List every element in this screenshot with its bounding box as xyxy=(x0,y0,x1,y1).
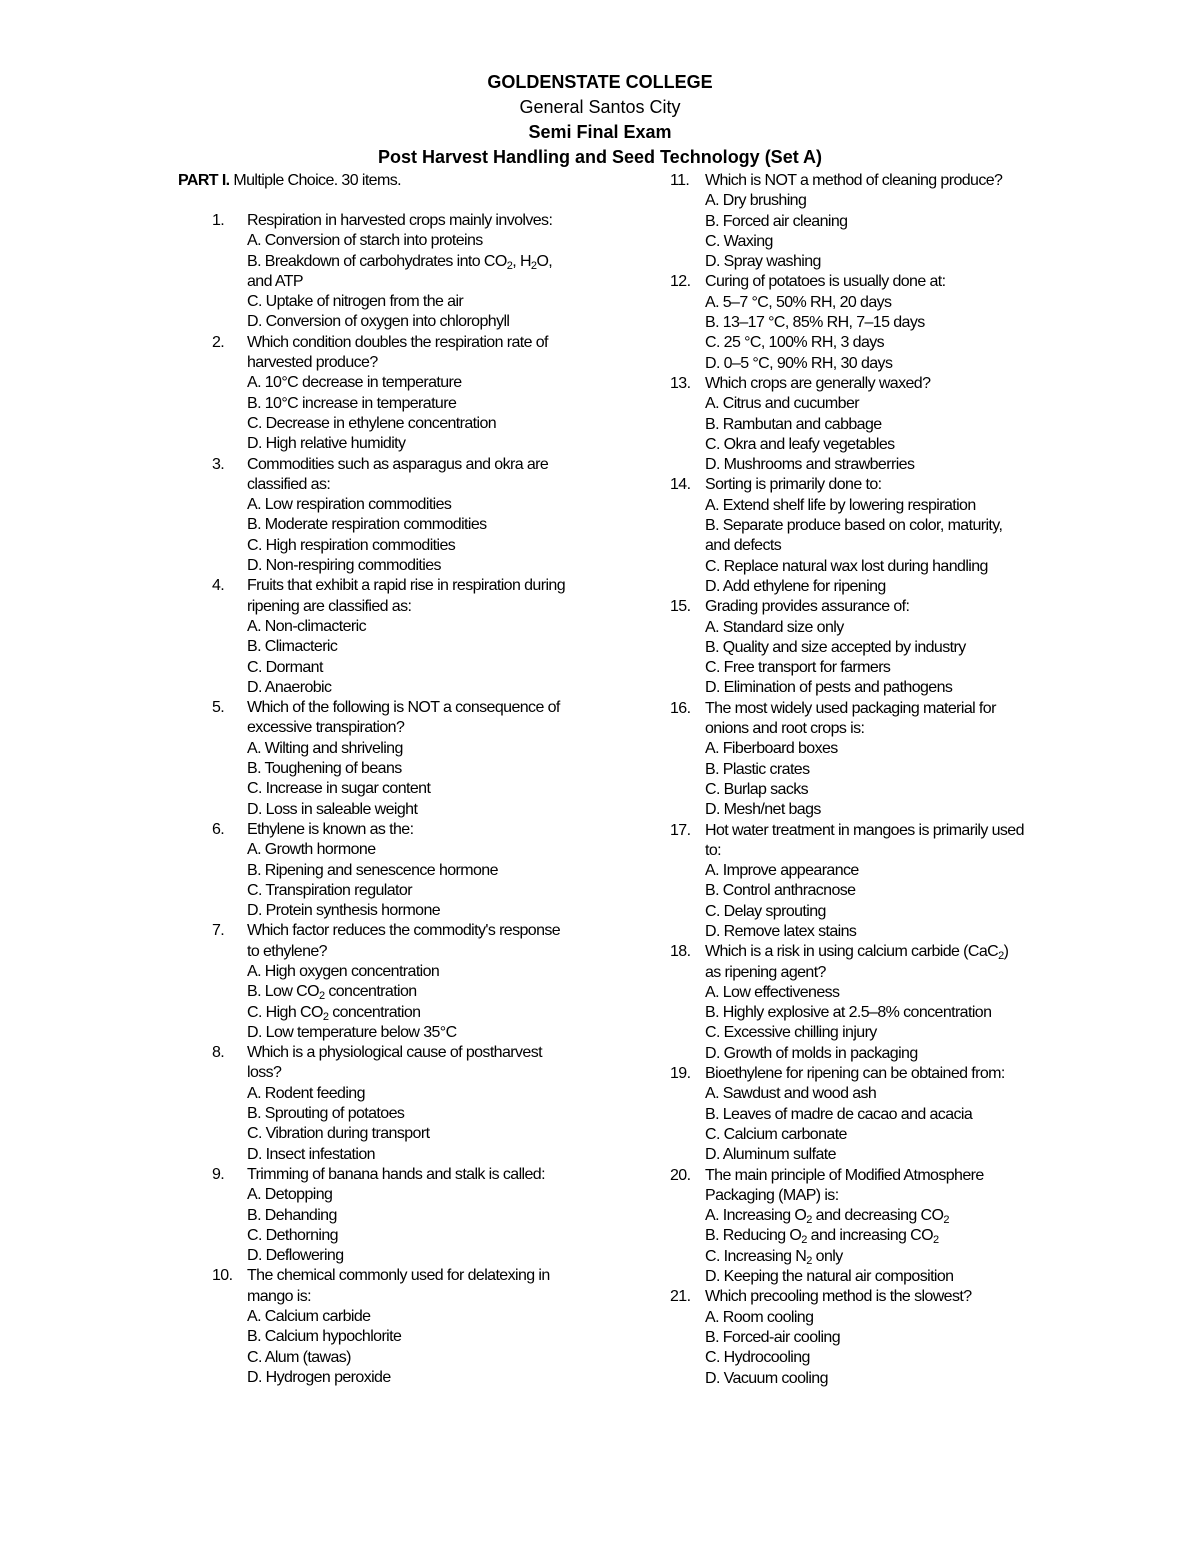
answer-option: D. Loss in saleable weight xyxy=(247,800,418,818)
question-text: Trimming of banana hands and stalk is called: xyxy=(247,1165,545,1183)
question-text: Grading provides assurance of: xyxy=(705,598,910,616)
answer-option: A. 5–7 °C, 50% RH, 20 days xyxy=(705,293,892,311)
question-text: Curing of potatoes is usually done at: xyxy=(705,273,946,291)
question-text: to: xyxy=(705,841,721,859)
question-text: The main principle of Modified Atmosphere xyxy=(705,1166,984,1184)
answer-option: A. Low effectiveness xyxy=(705,983,840,1001)
answer-option: B. Moderate respiration commodities xyxy=(247,516,487,534)
answer-option: B. Rambutan and cabbage xyxy=(705,415,882,433)
question-text: loss? xyxy=(247,1064,282,1082)
question-column-left xyxy=(212,211,565,1388)
question-item xyxy=(670,171,1030,272)
exam-title: Semi Final Exam xyxy=(528,122,672,142)
answer-option: C. Vibration during transport xyxy=(247,1125,430,1143)
question-item xyxy=(212,576,565,698)
answer-option: B. Toughening of beans xyxy=(247,760,402,778)
answer-option: C. Increasing $N_2$ only xyxy=(705,1247,843,1267)
answer-option: C. Burlap sacks xyxy=(705,780,809,798)
answer-option: A. Growth hormone xyxy=(247,841,376,859)
part-instructions: Multiple Choice. 30 items. xyxy=(229,172,401,189)
question-item xyxy=(670,1064,1030,1165)
answer-option: C. High respiration commodities xyxy=(247,536,456,554)
question-text: Which factor reduces the commodity's response xyxy=(247,922,561,940)
answer-option: B. Forced-air cooling xyxy=(705,1328,841,1346)
answer-option: A. Citrus and cucumber xyxy=(705,395,859,413)
question-number: 12. xyxy=(670,273,691,291)
answer-option: C. Delay sprouting xyxy=(705,902,826,920)
answer-option: B. Breakdown of carbohydrates into $CO_2$, $H_2O$, xyxy=(247,252,553,272)
answer-option: C. Dethorning xyxy=(247,1226,338,1244)
question-text: The most widely used packaging material for xyxy=(705,699,996,717)
answer-option: D. Non-respiring commodities xyxy=(247,557,441,575)
question-column-right xyxy=(670,171,1030,1389)
question-text: mango is: xyxy=(247,1287,311,1305)
answer-option: D. Hydrogen peroxide xyxy=(247,1368,391,1386)
answer-option: B. Dehanding xyxy=(247,1206,337,1224)
question-number: 5. xyxy=(212,699,225,717)
answer-option: D. Keeping the natural air composition xyxy=(705,1268,954,1286)
answer-option: D. Low temperature below 35°C xyxy=(247,1023,457,1041)
question-item xyxy=(670,699,1030,821)
answer-option: B. Calcium hypochlorite xyxy=(247,1328,402,1346)
question-item xyxy=(670,597,1030,698)
question-text: ripening are classified as: xyxy=(247,597,412,615)
answer-option: C. Increase in sugar content xyxy=(247,780,431,798)
exam-header xyxy=(0,70,1200,170)
answer-option: A. Calcium carbide xyxy=(247,1308,371,1326)
answer-option: A. Non-climacteric xyxy=(247,617,367,635)
answer-option: C. Waxing xyxy=(705,232,773,250)
question-number: 13. xyxy=(670,374,691,392)
answer-option: A. Dry brushing xyxy=(705,192,807,210)
question-number: 10. xyxy=(212,1267,233,1285)
question-number: 2. xyxy=(212,333,225,351)
answer-option: A. Conversion of starch into proteins xyxy=(247,232,483,250)
answer-option: B. Ripening and senescence hormone xyxy=(247,861,498,879)
question-item xyxy=(212,211,557,333)
question-text: onions and root crops is: xyxy=(705,720,865,738)
question-text: and defects xyxy=(705,537,782,555)
answer-option: A. Increasing $O_2$ and decreasing $CO_2$ xyxy=(705,1207,949,1227)
question-text: and ATP xyxy=(247,272,303,290)
answer-option: C. Free transport for farmers xyxy=(705,659,891,677)
question-item xyxy=(212,698,560,820)
question-item xyxy=(212,921,561,1043)
question-text: Fruits that exhibit a rapid rise in respiration during xyxy=(247,577,565,595)
question-text: Which is a physiological cause of postharvest xyxy=(247,1044,542,1062)
question-item xyxy=(670,821,1030,943)
question-number: 11. xyxy=(670,172,690,189)
answer-option: A. Standard size only xyxy=(705,618,844,636)
question-text: Packaging (MAP) is: xyxy=(705,1186,839,1204)
answer-option: B. Leaves of madre de cacao and acacia xyxy=(705,1105,973,1123)
question-item xyxy=(212,455,557,577)
answer-option: D. Deflowering xyxy=(247,1247,344,1265)
question-number: 16. xyxy=(670,699,691,717)
answer-option: A. Room cooling xyxy=(705,1308,814,1326)
answer-option: B. Reducing $O_2$ and increasing $CO_2$ xyxy=(705,1227,939,1247)
answer-option: D. Spray washing xyxy=(705,253,821,271)
course-title: Post Harvest Handling and Seed Technology (Set A) xyxy=(377,147,823,167)
answer-option: C. High $CO_2$ concentration xyxy=(247,1003,421,1023)
answer-option: D. 0–5 °C, 90% RH, 30 days xyxy=(705,354,893,372)
answer-option: A. Wilting and shriveling xyxy=(247,739,403,757)
question-number: 1. xyxy=(212,212,225,229)
question-item xyxy=(212,333,557,455)
answer-option: D. Anaerobic xyxy=(247,678,332,696)
answer-option: B. Sprouting of potatoes xyxy=(247,1105,405,1123)
part-label: PART I. xyxy=(178,172,230,189)
answer-option: B. 10°C increase in temperature xyxy=(247,394,457,412)
question-item xyxy=(670,1287,1030,1388)
answer-option: C. 25 °C, 100% RH, 3 days xyxy=(705,334,885,352)
question-item xyxy=(670,475,1030,597)
question-text: Which of the following is NOT a consequence of xyxy=(247,699,560,717)
answer-option: B. Separate produce based on color, maturity, xyxy=(705,517,1003,535)
question-text: Respiration in harvested crops mainly involves: xyxy=(247,212,553,229)
answer-option: A. Extend shelf life by lowering respiration xyxy=(705,496,976,514)
question-number: 3. xyxy=(212,455,225,473)
question-item xyxy=(670,942,1030,1064)
answer-option: C. Replace natural wax lost during handling xyxy=(705,557,988,575)
question-number: 14. xyxy=(670,476,691,494)
question-item xyxy=(670,1166,1030,1288)
answer-option: C. Excessive chilling injury xyxy=(705,1024,877,1042)
answer-option: C. Calcium carbonate xyxy=(705,1125,847,1143)
answer-option: B. Plastic crates xyxy=(705,760,810,778)
question-text: Commodities such as asparagus and okra are xyxy=(247,455,549,473)
answer-option: C. Uptake of nitrogen from the air xyxy=(247,293,464,311)
college-name: GOLDENSTATE COLLEGE xyxy=(487,72,713,92)
answer-option: D. Insect infestation xyxy=(247,1145,375,1163)
answer-option: A. Low respiration commodities xyxy=(247,496,452,514)
question-item xyxy=(212,1165,557,1266)
question-number: 18. xyxy=(670,943,691,961)
answer-option: D. Remove latex stains xyxy=(705,922,857,940)
answer-option: A. Improve appearance xyxy=(705,862,859,880)
question-text: harvested produce? xyxy=(247,354,378,372)
answer-option: C. Dormant xyxy=(247,658,323,676)
answer-option: D. Mesh/net bags xyxy=(705,801,821,819)
answer-option: A. Detopping xyxy=(247,1186,333,1204)
question-text: to ethylene? xyxy=(247,942,327,960)
question-number: 21. xyxy=(670,1288,691,1306)
answer-option: D. Add ethylene for ripening xyxy=(705,577,886,595)
answer-option: D. Vacuum cooling xyxy=(705,1369,828,1387)
question-number: 7. xyxy=(212,922,225,940)
college-city: General Santos City xyxy=(519,97,681,117)
answer-option: B. Control anthracnose xyxy=(705,882,856,900)
answer-option: D. Protein synthesis hormone xyxy=(247,902,441,920)
question-item xyxy=(212,1266,557,1388)
question-number: 8. xyxy=(212,1044,225,1062)
question-number: 19. xyxy=(670,1065,691,1083)
answer-option: C. Transpiration regulator xyxy=(247,881,412,899)
question-text: The chemical commonly used for delatexing in xyxy=(247,1267,550,1285)
question-number: 20. xyxy=(670,1166,691,1184)
question-number: 6. xyxy=(212,820,225,838)
question-text: Sorting is primarily done to: xyxy=(705,476,882,494)
question-text: Which condition doubles the respiration rate of xyxy=(247,333,548,351)
answer-option: D. Conversion of oxygen into chlorophyll xyxy=(247,313,510,331)
answer-option: B. Highly explosive at 2.5–8% concentration xyxy=(705,1004,992,1022)
question-number: 15. xyxy=(670,598,691,616)
answer-option: D. Aluminum sulfate xyxy=(705,1146,836,1164)
question-number: 4. xyxy=(212,577,225,595)
answer-option: A. Fiberboard boxes xyxy=(705,740,838,758)
answer-option: B. Quality and size accepted by industry xyxy=(705,638,966,656)
question-text: Bioethylene for ripening can be obtained from: xyxy=(705,1065,1005,1083)
question-text: Which precooling method is the slowest? xyxy=(705,1288,972,1306)
question-text: Hot water treatment in mangoes is primarily used xyxy=(705,821,1024,839)
answer-option: A. Sawdust and wood ash xyxy=(705,1085,877,1103)
answer-option: C. Decrease in ethylene concentration xyxy=(247,414,497,432)
question-item xyxy=(212,1043,557,1165)
question-text: classified as: xyxy=(247,475,331,493)
question-item xyxy=(670,272,1030,373)
answer-option: B. Forced air cleaning xyxy=(705,212,848,230)
question-item xyxy=(212,820,557,921)
answer-option: B. 13–17 °C, 85% RH, 7–15 days xyxy=(705,314,925,332)
answer-option: B. Low $CO_2$ concentration xyxy=(247,983,417,1003)
answer-option: C. Okra and leafy vegetables xyxy=(705,435,895,453)
part-heading xyxy=(178,171,401,191)
answer-option: D. Mushrooms and strawberries xyxy=(705,456,915,474)
answer-option: C. Alum (tawas) xyxy=(247,1348,351,1366)
answer-option: D. Elimination of pests and pathogens xyxy=(705,679,953,697)
answer-option: A. High oxygen concentration xyxy=(247,962,440,980)
answer-option: D. Growth of molds in packaging xyxy=(705,1044,918,1062)
answer-option: A. Rodent feeding xyxy=(247,1084,365,1102)
answer-option: D. High relative humidity xyxy=(247,435,406,453)
question-number: 9. xyxy=(212,1165,225,1183)
answer-option: B. Climacteric xyxy=(247,638,338,656)
question-text: as ripening agent? xyxy=(705,963,826,981)
question-text: Which is NOT a method of cleaning produce? xyxy=(705,172,1003,189)
answer-option: A. 10°C decrease in temperature xyxy=(247,374,462,392)
question-text: Which crops are generally waxed? xyxy=(705,374,931,392)
answer-option: C. Hydrocooling xyxy=(705,1349,810,1367)
question-text: excessive transpiration? xyxy=(247,719,405,737)
question-text: Ethylene is known as the: xyxy=(247,820,414,838)
question-text: Which is a risk in using calcium carbide (CaC$_2$) xyxy=(705,943,1009,963)
question-number: 17. xyxy=(670,821,691,839)
question-item xyxy=(670,374,1030,475)
